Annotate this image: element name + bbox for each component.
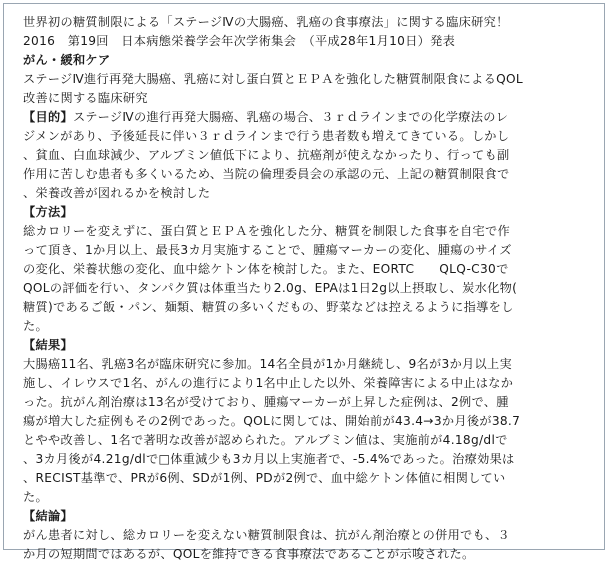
- result-line: とやや改善し、1名で著明な改善が認められた。アルブミン値は、実施前が4.18g/dlで: [23, 433, 508, 447]
- purpose-line: ステージⅣの進行再発大腸癌、乳癌の場合、３ｒｄラインまでの化学療法のレ: [72, 110, 509, 124]
- purpose-line: ジメンがあり、予後延長に伴い３ｒｄラインまで行う患者数も増えてきている。しかし: [23, 129, 510, 143]
- conclusion-line: がん患者に対し、総カロリーを変えない糖質制限食は、抗がん剤治療との併用でも、３: [23, 528, 511, 542]
- result-line: 施し、イレウスで1名、がんの進行により1名中止した以外、栄養障害による中止はなか: [23, 376, 514, 390]
- result-line: 大腸癌11名、乳癌3名が臨床研究に参加。14名全員が1か月継続し、9名が3か月以上実: [23, 357, 513, 371]
- result-line: 、3カ月後が4.21g/dlで□体重減少も3カ月以上実施者で、-5.4%であった。治療効果は: [23, 452, 515, 466]
- conclusion-line: か月の短期間ではあるが、QOLを維持できる食事療法であることが示唆された。: [23, 547, 475, 561]
- method-line: た。: [23, 319, 48, 333]
- purpose-section: [23, 108, 592, 203]
- purpose-heading: 【目的】: [23, 110, 73, 124]
- method-section: [23, 203, 592, 336]
- result-section: [23, 336, 592, 507]
- result-heading: 【結果】: [23, 338, 73, 352]
- document-frame: [3, 3, 605, 561]
- method-line: 糖質)であるご飯・パン、麺類、糖質の多いくだもの、野菜などは控えるように指導をし: [23, 300, 514, 314]
- conclusion-heading: 【結論】: [23, 509, 73, 523]
- method-heading: 【方法】: [23, 205, 73, 219]
- method-line: って頂き、1か月以上、最長3カ月実施することで、腫瘍マーカーの変化、腫瘍のサイズ: [23, 243, 512, 257]
- result-line: 、RECIST基準で、PRが6例、SDが1例、PDが2例で、血中総ケトン体値に相関してい: [23, 471, 506, 485]
- method-line: の変化、栄養状態の変化、血中総ケトン体を検討した。また、EORTC QLQ-C30で: [23, 262, 509, 276]
- purpose-line: 作用に苦しむ患者も多くいるため、当院の倫理委員会の承認の元、上記の糖質制限食で: [23, 167, 510, 181]
- document-title: 世界初の糖質制限による「ステージⅣの大腸癌、乳癌の食事療法」に関する臨床研究！: [23, 15, 509, 29]
- result-line: た。: [23, 490, 48, 504]
- conclusion-section: [23, 507, 592, 564]
- method-line: QOLの評価を行い、タンパク質は体重当たり2.0g、EPAは1日2g以上摂取し、炭水化物(: [23, 281, 518, 295]
- method-line: 総カロリーを変えずに、蛋白質とＥＰＡを強化した分、糖質を制限した食事を自宅で作: [23, 224, 511, 238]
- paper-title-line-2: 改善に関する臨床研究: [23, 91, 148, 105]
- result-line: った。抗がん剤治療は13名が受けており、腫瘍マーカーが上昇した症例は、2例で、腫: [23, 395, 509, 409]
- purpose-line: 、貧血、白血球減少、アルブミン値低下により、抗癌剤が使えなかったり、行っても副: [23, 148, 510, 162]
- document-body: [4, 4, 604, 564]
- category-label: がん・緩和ケア: [23, 53, 111, 67]
- paper-title-line-1: ステージⅣ進行再発大腸癌、乳癌に対し蛋白質とＥＰＡを強化した糖質制限食によるQOL: [23, 72, 523, 86]
- result-line: 瘍が増大した症例もその2例であった。QOLに関しては、開始前が43.4→3か月後が38.7: [23, 414, 521, 428]
- purpose-line: 、栄養改善が図れるかを検討した: [23, 186, 211, 200]
- conference-info: 2016 第19回 日本病態栄養学会年次学術集会 （平成28年1月10日）発表: [23, 34, 456, 48]
